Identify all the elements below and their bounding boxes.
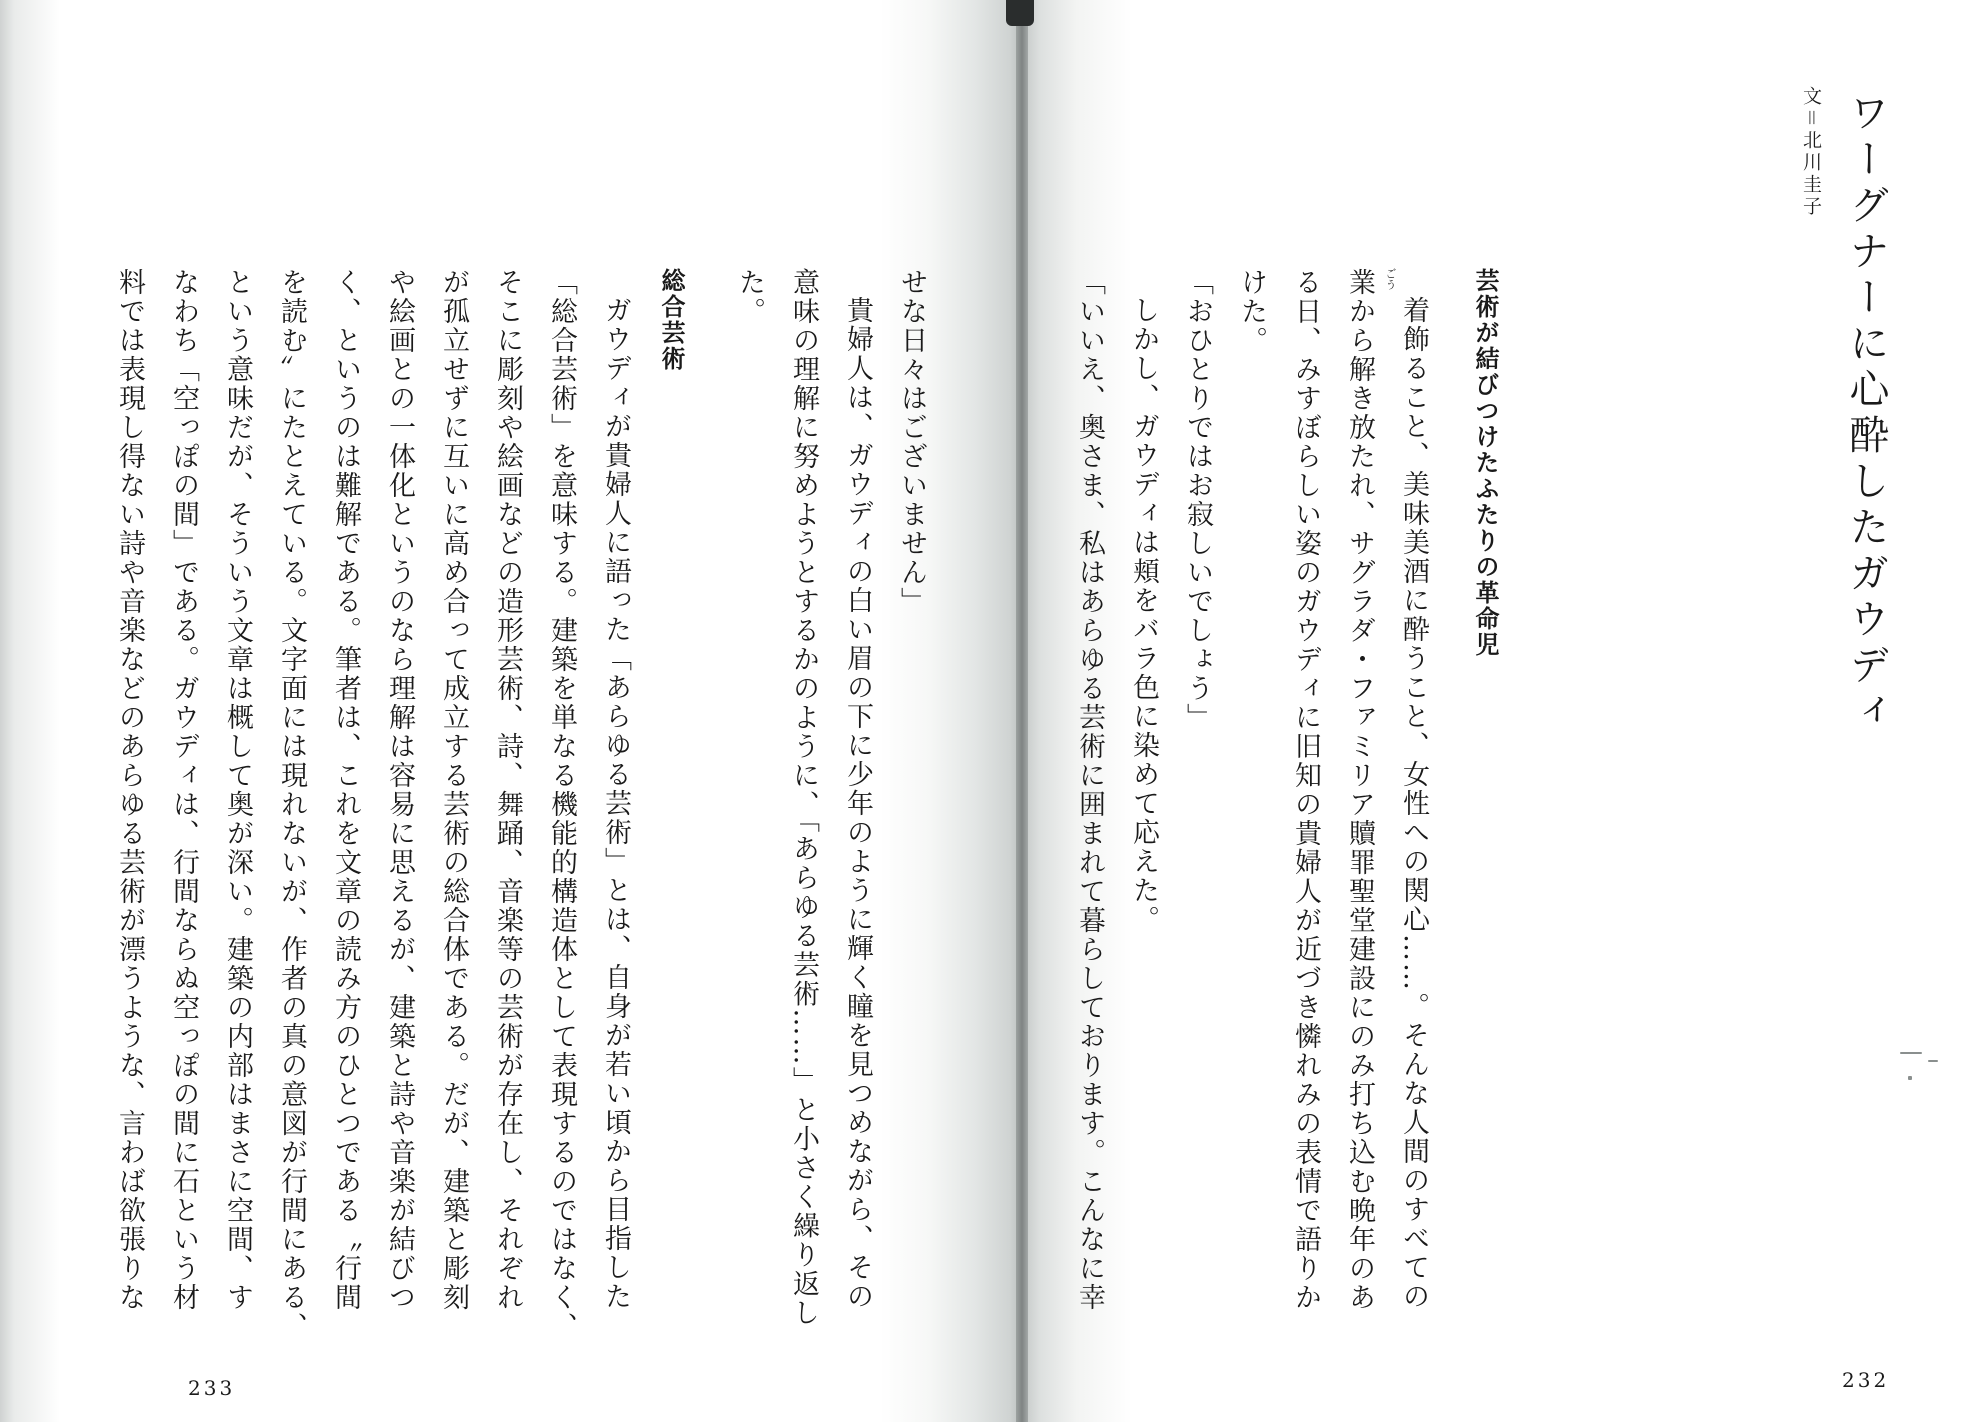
scan-speck [1928,1060,1938,1062]
paragraph-line: や絵画との一体化というのなら理解は容易に思えるが、建築と詩や音楽が結びつ [384,268,415,1312]
paragraph-line: を読む〟にたとえている。文字面には現れないが、作者の真の意図が行間にある、 [276,268,307,1341]
quote-line: 「おひとりではお寂しいでしょう」 [1182,268,1213,732]
paragraph-line: が孤立せずに互いに高め合って成立する芸術の総合体である。だが、建築と彫刻 [438,268,469,1312]
quote-line: せな日々はございません」 [896,268,927,616]
paragraph-line: という意味だが、そういう文章は概して奥が深い。建築の内部はまさに空間、す [222,268,253,1312]
paragraph-line: く、というのは難解である。筆者は、これを文章の読み方のひとつである〝行間 [330,268,361,1312]
paragraph-line: 着飾ること、美味美酒に酔うこと、女性への関心……。そんな人間のすべての [1398,296,1429,1311]
page-number-left: 233 [188,1376,236,1400]
paragraph-line: 貴婦人は、ガウディの白い眉の下に少年のように輝く瞳を見つめながら、その [842,296,873,1311]
paragraph-line: ガウディが貴婦人に語った「あらゆる芸術」とは、自身が若い頃から目指した [600,296,631,1311]
paragraph-line: なわち「空っぽの間」である。ガウディは、行間ならぬ空っぽの間に石という材 [168,268,199,1312]
binding-shadow [1006,0,1034,26]
paragraph-line: る日、みすぼらしい姿のガウディに旧知の貴婦人が近づき憐れみの表情で語りか [1290,268,1321,1312]
paragraph-line: けた。 [1236,268,1267,355]
paragraph-line: しかし、ガウディは頬をバラ色に染めて応えた。 [1128,296,1159,934]
paragraph-line: 料では表現し得ない詩や音楽などのあらゆる芸術が漂うような、言わば欲張りな [114,268,145,1312]
paragraph-line: 「総合芸術」を意味する。建築を単なる機能的構造体として表現するのではなく、 [546,268,577,1341]
paragraph-line: た。 [734,268,765,326]
quote-line: 「いいえ、奥さま、私はあらゆる芸術に囲まれて暮らしております。こんなに幸 [1074,268,1105,1312]
paragraph-line: そこに彫刻や絵画などの造形芸術、詩、舞踊、音楽等の芸術が存在し、それぞれ [492,268,523,1312]
scan-speck [1908,1076,1912,1080]
author-byline: 文＝北川圭子 [1800,86,1822,219]
ruby-go: ごう [1384,268,1397,290]
section-heading-revolutionaries: 芸術が結びつけたふたりの革命児 [1471,268,1499,658]
paragraph-line: 業から解き放たれ、サグラダ・ファミリア贖罪聖堂建設にのみ打ち込む晩年のあ [1344,268,1375,1312]
scan-speck [1900,1052,1922,1054]
paragraph-line: 意味の理解に努めようとするかのように、「あらゆる芸術……」と小さく繰り返し [788,268,819,1328]
page-number-right: 232 [1842,1368,1890,1392]
section-heading-total-art: 総合芸術 [657,268,685,372]
article-title: ワーグナーに心酔したガウディ [1843,92,1889,736]
book-gutter [1016,0,1028,1422]
